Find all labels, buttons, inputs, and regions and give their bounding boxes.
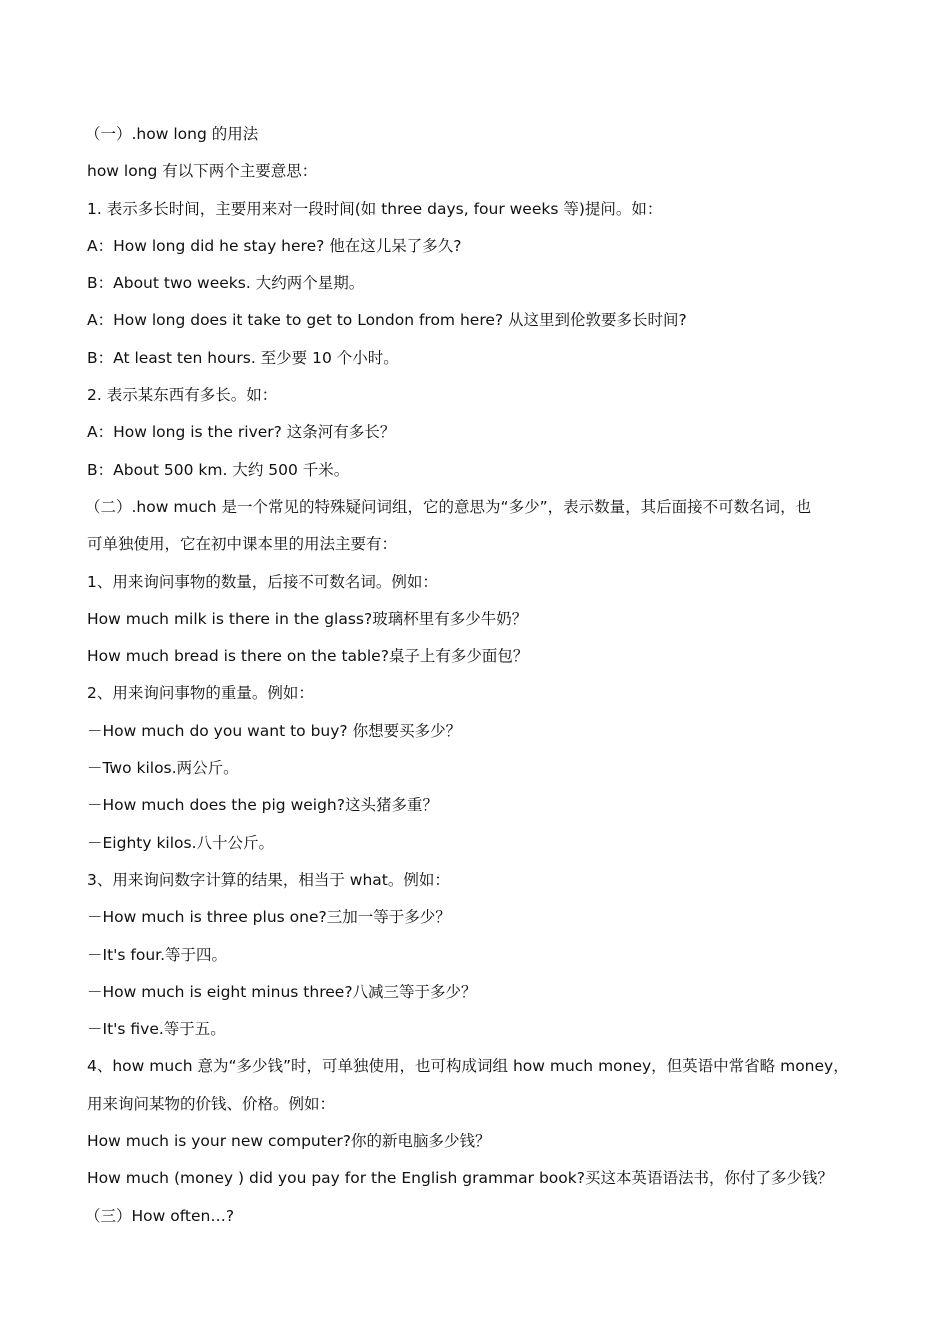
paragraph-line: －Eighty kilos.八十公斤。 (87, 833, 275, 852)
paragraph-line: －It's five.等于五。 (87, 1020, 226, 1039)
section-heading-how-often: （三）How often…? (85, 1206, 235, 1225)
paragraph-line: 4、how much 意为“多少钱”时，可单独使用，也可构成词组 how much money，但英语中常省略 money， (87, 1057, 849, 1076)
paragraph-line: A：How long does it take to get to London from here? 从这里到伦敦要多长时间? (87, 311, 687, 330)
paragraph-line: 用来询问某物的价钱、价格。例如： (87, 1094, 336, 1113)
section-heading-how-long: （一）.how long 的用法 (85, 125, 259, 143)
document-body (87, 122, 877, 1241)
paragraph-line: －How much do you want to buy? 你想要买多少？ (87, 721, 462, 740)
paragraph-line: B：About two weeks. 大约两个星期。 (87, 274, 365, 293)
paragraph-line: 1. 表示多长时间，主要用来对一段时间(如 three days, four weeks 等)提问。如： (87, 199, 663, 218)
paragraph-line: B：At least ten hours. 至少要 10 个小时。 (87, 348, 399, 367)
paragraph-line: －How much is three plus one?三加一等于多少？ (87, 908, 451, 927)
paragraph-line: 可单独使用，它在初中课本里的用法主要有： (87, 535, 398, 554)
paragraph-line: －Two kilos.两公斤。 (87, 759, 239, 778)
paragraph-line: how long 有以下两个主要意思： (87, 162, 318, 181)
paragraph-line: How much (money ) did you pay for the English grammar book?买这本英语语法书，你付了多少钱？ (87, 1169, 833, 1188)
paragraph-line: 3、用来询问数字计算的结果，相当于 what。例如： (87, 870, 450, 889)
section-heading-how-much: （二）.how much 是一个常见的特殊疑问词组，它的意思为“多少”，表示数量，其后面接不可数名词，也 (85, 497, 812, 516)
paragraph-line: 2. 表示某东西有多长。如： (87, 386, 278, 405)
paragraph-line: A：How long did he stay here? 他在这儿呆了多久? (87, 236, 462, 255)
paragraph-line: How much bread is there on the table?桌子上有多少面包？ (87, 647, 529, 666)
paragraph-line: A：How long is the river? 这条河有多长？ (87, 423, 396, 442)
paragraph-line: －How much does the pig weigh?这头猪多重？ (87, 796, 438, 815)
paragraph-line: －How much is eight minus three?八减三等于多少？ (87, 982, 477, 1001)
paragraph-line: 1、用来询问事物的数量，后接不可数名词。例如： (87, 572, 438, 591)
paragraph-line: How much is your new computer?你的新电脑多少钱？ (87, 1132, 491, 1151)
paragraph-line: 2、用来询问事物的重量。例如： (87, 684, 314, 703)
paragraph-line: －It's four.等于四。 (87, 945, 228, 964)
paragraph-line: How much milk is there in the glass?玻璃杯里有多少牛奶？ (87, 609, 528, 628)
paragraph-line: B：About 500 km. 大约 500 千米。 (87, 460, 350, 479)
